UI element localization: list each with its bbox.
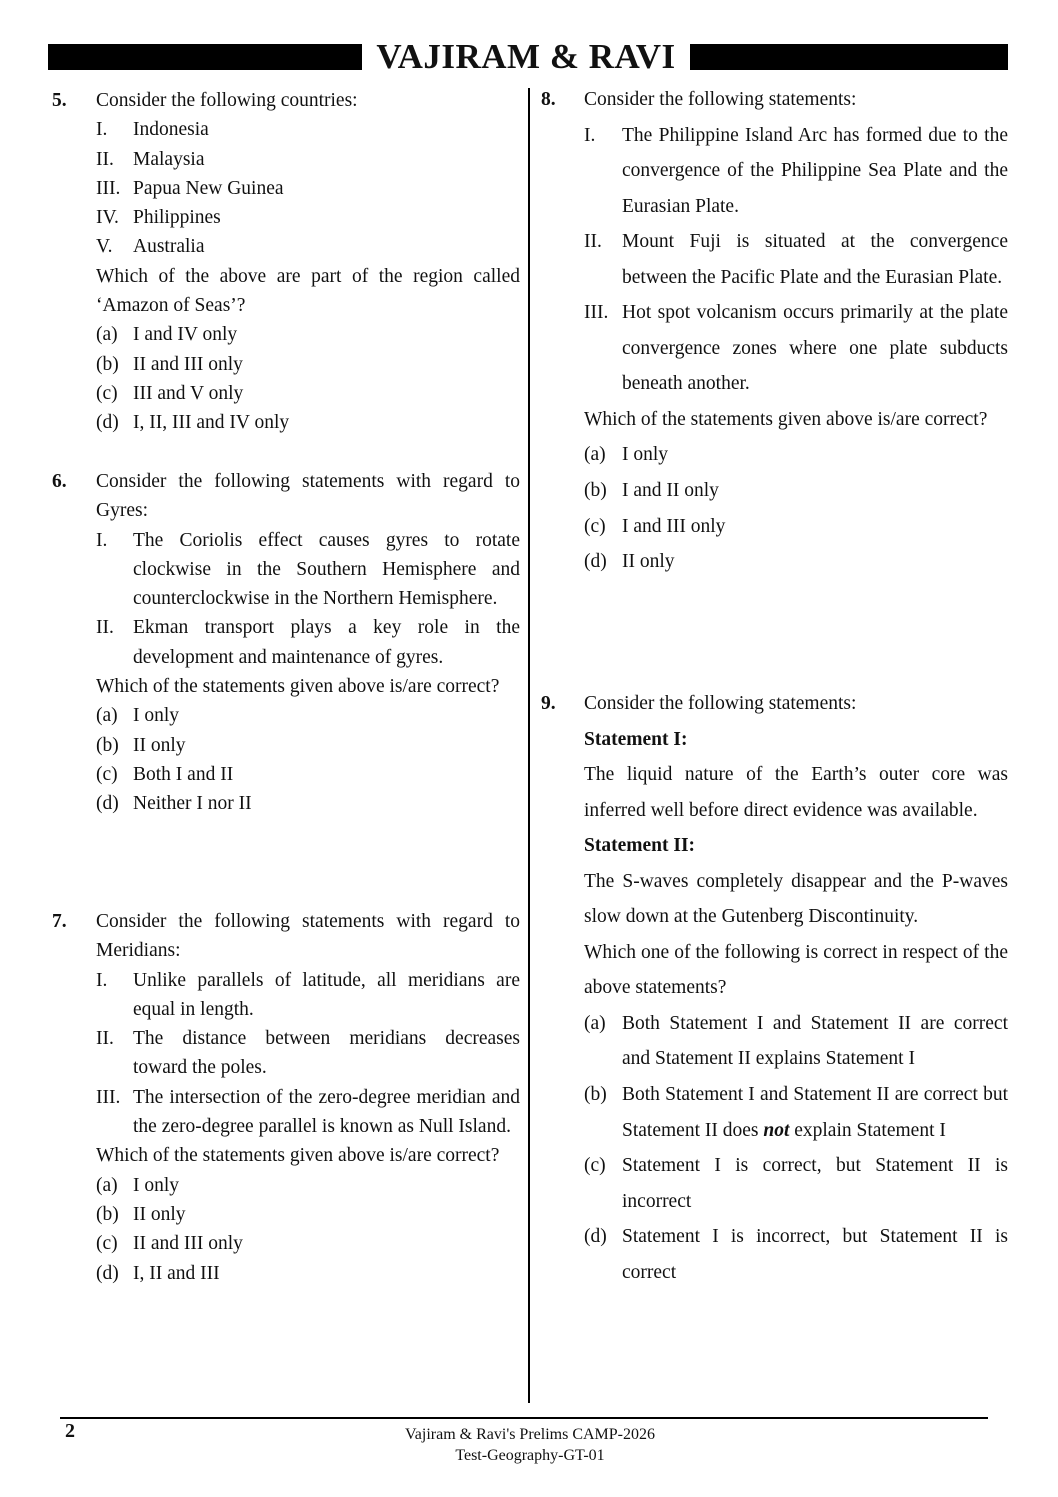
- statement-item: [96, 613, 520, 672]
- answer-option-text: I and IV only: [133, 324, 238, 346]
- question-prompt: Which of the above are part of the region called ‘Amazon of Seas’?: [96, 265, 520, 317]
- answer-option-text: II and III only: [133, 353, 243, 375]
- answer-option-text: I, II, III and IV only: [133, 412, 290, 434]
- answer-option-text: II and III only: [133, 1233, 243, 1255]
- statement-item-text: Mount Fuji is situated at the convergence between the Pacific Plate and the Eurasian Plate.: [622, 231, 1008, 288]
- statement-item-label: IV.: [96, 207, 119, 229]
- emphasis-not: [763, 1120, 789, 1141]
- answer-option-text: Both I and II: [133, 763, 234, 785]
- answer-option: [96, 408, 520, 437]
- footer-line-2: Test-Geography-GT-01: [455, 1447, 605, 1464]
- statement-item-label: I.: [584, 124, 596, 146]
- answer-option-text: Statement I is incorrect, but Statement II is correct: [622, 1226, 1008, 1283]
- header-title: VAJIRAM & RAVI: [376, 37, 676, 76]
- statement-item-label: III.: [584, 302, 609, 324]
- statement-item-label: I.: [96, 529, 108, 551]
- question-body: [584, 82, 1008, 580]
- answer-option-label: (b): [584, 1084, 607, 1106]
- header-bar-left: [48, 44, 362, 70]
- statement-item: [96, 115, 520, 144]
- question-prompt: Which of the statements given above is/are correct?: [96, 676, 500, 698]
- answer-option-text: Both Statement I and Statement II are correct but Statement II does not explain Statement I: [622, 1084, 1008, 1141]
- question-stem: Consider the following statements with regard to Gyres:: [96, 471, 520, 522]
- question-stem: Consider the following countries:: [96, 90, 358, 111]
- question-number: 9.: [541, 693, 556, 714]
- statement-item-label: I.: [96, 119, 108, 141]
- answer-option: [584, 544, 1008, 580]
- question-number: 8.: [541, 89, 556, 110]
- statement-text: The S-waves completely disappear and the P-waves slow down at the Gutenberg Discontinuity.: [584, 870, 1008, 928]
- answer-option-label: (a): [96, 1174, 118, 1196]
- answer-option: [96, 350, 520, 379]
- question-5: [52, 86, 520, 438]
- statement-item-label: II.: [96, 617, 114, 639]
- statement-text: The liquid nature of the Earth’s outer core was inferred well before direct evidence was available.: [584, 764, 1008, 821]
- answer-option-text: I and III only: [622, 515, 726, 537]
- answer-option-label: (c): [584, 515, 606, 537]
- statement-item-label: II.: [96, 1028, 114, 1050]
- answer-option: [96, 701, 520, 730]
- answer-option: [584, 509, 1008, 545]
- answer-option-label: (d): [584, 551, 607, 573]
- question-number: 5.: [52, 90, 67, 111]
- question-prompt: Which one of the following is correct in respect of the above statements?: [584, 941, 1008, 999]
- answer-option-label: (c): [96, 382, 118, 404]
- question-8: [541, 82, 1008, 580]
- answer-option-label: (b): [584, 480, 607, 502]
- statement-item: [96, 232, 520, 261]
- statement-item: [96, 145, 520, 174]
- question-7: [52, 907, 520, 1288]
- answer-option-text: II only: [133, 734, 186, 756]
- answer-option-text: Statement I is correct, but Statement II is incorrect: [622, 1155, 1008, 1212]
- statement-item-label: V.: [96, 236, 113, 258]
- question-stem: Consider the following statements:: [584, 89, 857, 110]
- page-number: 2: [65, 1420, 75, 1442]
- statement-item: [96, 174, 520, 203]
- statement-item: [584, 118, 1008, 225]
- footer-rule: [60, 1417, 988, 1419]
- answer-option-label: (a): [584, 444, 606, 466]
- answer-option: [96, 731, 520, 760]
- statement-item-text: The distance between meridians decreases toward the poles.: [133, 1028, 520, 1079]
- statement-item-text: Indonesia: [133, 119, 209, 141]
- statement-heading: Statement I:: [584, 728, 688, 750]
- statement-item-text: The Philippine Island Arc has formed due to the convergence of the Philippine Sea Plate and the Eurasian Plate.: [622, 124, 1008, 217]
- statement-item: [96, 1083, 520, 1142]
- column-divider: [528, 88, 530, 1403]
- answer-option-text: I, II and III: [133, 1262, 220, 1284]
- statement-item: [96, 966, 520, 1025]
- question-body: [96, 86, 520, 438]
- statement-item-text: Philippines: [133, 207, 221, 229]
- answer-option-label: (b): [96, 1203, 119, 1225]
- question-number: 6.: [52, 471, 67, 492]
- statement-item-text: Hot spot volcanism occurs primarily at the plate convergence zones where one plate subducts beneath another.: [622, 302, 1008, 395]
- statement-item-label: II.: [96, 148, 114, 170]
- answer-option-text: Neither I nor II: [133, 793, 252, 815]
- answer-option: [96, 1259, 520, 1288]
- answer-option-label: (b): [96, 734, 119, 756]
- answer-option-text: I only: [622, 444, 669, 466]
- statement-item-text: Unlike parallels of latitude, all meridians are equal in length.: [133, 969, 520, 1020]
- statement-item-label: II.: [584, 231, 602, 253]
- header-bar-right: [690, 44, 1008, 70]
- statement-item-label: III.: [96, 1086, 121, 1108]
- answer-option: [96, 379, 520, 408]
- answer-option-text: II only: [133, 1203, 186, 1225]
- statement-heading: Statement II:: [584, 835, 696, 857]
- answer-option-label: (d): [96, 1262, 119, 1284]
- question-6: [52, 467, 520, 819]
- footer-text: [330, 1424, 730, 1466]
- answer-option-label: (d): [96, 412, 119, 434]
- answer-option: [584, 1077, 1008, 1148]
- emphasis-text: not: [763, 1119, 790, 1141]
- question-body: [584, 686, 1008, 1290]
- answer-option-label: (d): [584, 1226, 607, 1248]
- answer-option-label: (b): [96, 353, 119, 375]
- answer-option: [584, 1148, 1008, 1219]
- answer-option: [584, 1219, 1008, 1290]
- question-prompt: Which of the statements given above is/are correct?: [584, 408, 988, 430]
- answer-option-label: (a): [584, 1012, 606, 1034]
- answer-option-label: (c): [584, 1155, 606, 1177]
- answer-option: [96, 789, 520, 818]
- question-body: [96, 907, 520, 1288]
- answer-option-label: (c): [96, 1233, 118, 1255]
- answer-option: [96, 1171, 520, 1200]
- answer-option-label: (d): [96, 793, 119, 815]
- answer-option: [96, 320, 520, 349]
- answer-option-label: (a): [96, 705, 118, 727]
- statement-item: [584, 295, 1008, 402]
- statement-item: [96, 203, 520, 232]
- answer-option: [584, 1006, 1008, 1077]
- answer-option-label: (a): [96, 324, 118, 346]
- statement-item-text: Australia: [133, 236, 205, 258]
- answer-option-text: I and II only: [622, 480, 719, 502]
- question-number: 7.: [52, 911, 67, 932]
- answer-option-text: III and V only: [133, 382, 244, 404]
- answer-option-label: (c): [96, 763, 118, 785]
- answer-option: [584, 473, 1008, 509]
- footer-line-1: Vajiram & Ravi's Prelims CAMP-2026: [405, 1426, 655, 1443]
- statement-item-text: Malaysia: [133, 148, 205, 170]
- statement-item-label: III.: [96, 177, 121, 199]
- question-stem: Consider the following statements:: [584, 693, 857, 714]
- statement-item: [584, 224, 1008, 295]
- answer-option: [96, 1229, 520, 1258]
- question-9: [541, 686, 1008, 1290]
- statement-item-label: I.: [96, 969, 108, 991]
- statement-item-text: The Coriolis effect causes gyres to rotate clockwise in the Southern Hemisphere and counterclockwise in the Northern Hemisphere.: [133, 529, 520, 610]
- answer-option-text: I only: [133, 1174, 180, 1196]
- answer-option-text: I only: [133, 705, 180, 727]
- question-stem: Consider the following statements with regard to Meridians:: [96, 911, 520, 962]
- answer-option-text: Both Statement I and Statement II are correct and Statement II explains Statement I: [622, 1012, 1008, 1070]
- answer-option: [584, 437, 1008, 473]
- answer-option: [96, 760, 520, 789]
- question-body: [96, 467, 520, 819]
- statement-item: [96, 1024, 520, 1083]
- statement-item: [96, 526, 520, 614]
- statement-item-text: Ekman transport plays a key role in the development and maintenance of gyres.: [133, 617, 520, 668]
- answer-option: [96, 1200, 520, 1229]
- answer-option-text: II only: [622, 551, 675, 573]
- statement-item-text: Papua New Guinea: [133, 177, 284, 199]
- statement-item-text: The intersection of the zero-degree meridian and the zero-degree parallel is known as Null Island.: [133, 1086, 520, 1138]
- question-prompt: Which of the statements given above is/are correct?: [96, 1145, 500, 1167]
